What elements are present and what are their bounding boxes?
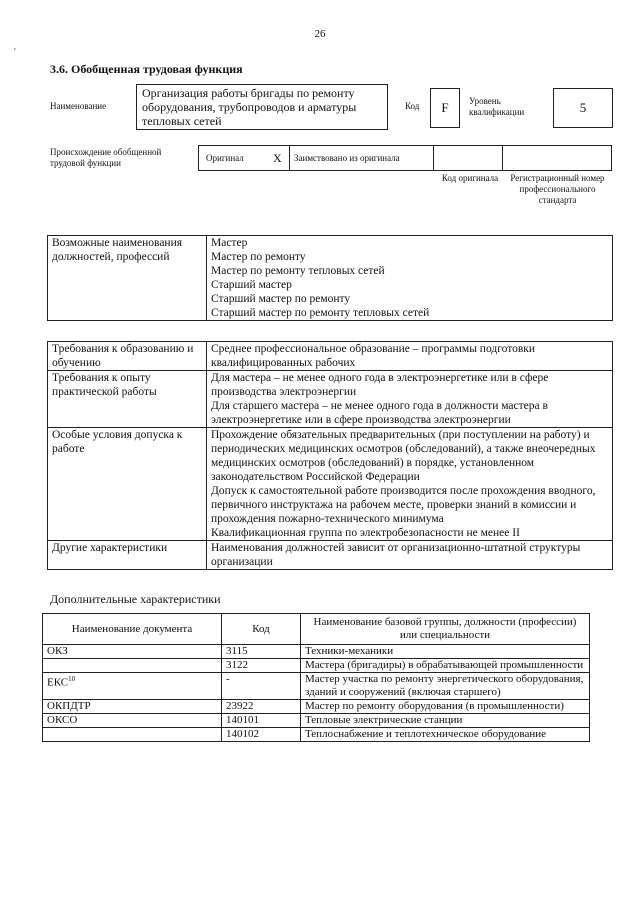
- code-cell: 3122: [222, 659, 301, 673]
- table-row: [43, 659, 590, 673]
- header-document: Наименование документа: [43, 614, 222, 645]
- position-item: Мастер по ремонту тепловых сетей: [211, 265, 385, 277]
- code-cell: 140102: [222, 728, 301, 742]
- code-original-label: Код оригинала: [441, 173, 499, 183]
- section-title: 3.6. Обобщенная трудовая функция: [50, 62, 243, 76]
- group-cell: Техники-механики: [301, 645, 590, 659]
- req-line: Прохождение обязательных предварительных (при поступлении на работу) и периодических медицинских осмотров (обследований), а также внеочередных медицинских осмотров (обследований) в порядке, установленном законодательством Российской Федерации: [211, 429, 596, 483]
- original-label: Оригинал: [206, 153, 244, 163]
- doc-cell: ОКЗ: [43, 645, 222, 659]
- req-label-experience: Требования к опыту практической работы: [48, 371, 207, 428]
- position-item: Мастер: [211, 237, 248, 249]
- reg-number-cell: [502, 145, 612, 171]
- group-cell: Теплоснабжение и теплотехническое оборудование: [301, 728, 590, 742]
- position-item: Старший мастер: [211, 279, 292, 291]
- positions-label: Возможные наименования должностей, профессий: [48, 236, 207, 321]
- page-number: 26: [314, 28, 326, 40]
- req-label-conditions: Особые условия допуска к работе: [48, 428, 207, 541]
- level-label: Уровень квалификации: [469, 96, 525, 117]
- eks-footnote: 10: [68, 675, 76, 683]
- req-value-other: [207, 541, 613, 570]
- code-original-cell: [433, 145, 503, 171]
- origin-label: Происхождение обобщенной трудовой функции: [50, 147, 162, 168]
- req-label-other: Другие характеристики: [48, 541, 207, 570]
- doc-cell: [43, 659, 222, 673]
- req-value-education: [207, 342, 613, 371]
- group-cell: Мастера (бригадиры) в обрабатывающей промышленности: [301, 659, 590, 673]
- req-line: Среднее профессиональное образование – программы подготовки квалифицированных рабочих: [211, 343, 536, 369]
- doc-cell: [43, 728, 222, 742]
- doc-cell: [43, 673, 222, 700]
- margin-mark: ': [14, 47, 16, 58]
- req-value-experience: [207, 371, 613, 428]
- additional-title: Дополнительные характеристики: [50, 592, 221, 606]
- req-line: Для мастера – не менее одного года в электроэнергетике или в сфере производства электроэнергии: [211, 372, 549, 398]
- position-item: Старший мастер по ремонту: [211, 293, 351, 305]
- code-cell: 140101: [222, 714, 301, 728]
- code-value: F: [430, 88, 460, 128]
- req-value-conditions: [207, 428, 613, 541]
- reg-number-label: Регистрационный номер профессионального стандарта: [510, 173, 605, 205]
- positions-list: [207, 236, 613, 321]
- name-label: Наименование: [50, 101, 107, 111]
- original-mark: X: [273, 151, 282, 165]
- code-cell: 23922: [222, 700, 301, 714]
- borrowed-cell: [289, 145, 434, 171]
- positions-table: [47, 235, 613, 321]
- req-line: Наименования должностей зависит от организационно-штатной структуры организации: [211, 542, 581, 568]
- table-row: [43, 645, 590, 659]
- table-row: [43, 728, 590, 742]
- table-row: [43, 673, 590, 700]
- group-cell: Тепловые электрические станции: [301, 714, 590, 728]
- position-item: Мастер по ремонту: [211, 251, 306, 263]
- level-value: 5: [553, 88, 613, 128]
- requirements-table: [47, 341, 613, 570]
- header-code: Код: [222, 614, 301, 645]
- additional-table: [42, 613, 590, 742]
- group-cell: Мастер участка по ремонту энергетического оборудования, зданий и сооружений (включая старшего): [301, 673, 590, 700]
- group-cell: Мастер по ремонту оборудования (в промышленности): [301, 700, 590, 714]
- header-group: Наименование базовой группы, должности (профессии) или специальности: [301, 614, 590, 645]
- req-line: Квалификационная группа по электробезопасности не менее II: [211, 527, 520, 539]
- doc-cell: ОКПДТР: [43, 700, 222, 714]
- req-line: Допуск к самостоятельной работе производится после прохождения вводного, первичного инструктажа на рабочем месте, проверки знаний в комиссии и прохождения пожарно-технического минимума: [211, 485, 596, 525]
- doc-eks: ЕКС: [47, 676, 69, 689]
- position-item: Старший мастер по ремонту тепловых сетей: [211, 307, 430, 319]
- table-row: [43, 700, 590, 714]
- code-cell: 3115: [222, 645, 301, 659]
- code-label: Код: [405, 101, 420, 111]
- code-cell: -: [222, 673, 301, 700]
- borrowed-label: Заимствовано из оригинала: [294, 153, 400, 163]
- req-label-education: Требования к образованию и обучению: [48, 342, 207, 371]
- doc-cell: ОКСО: [43, 714, 222, 728]
- function-name: Организация работы бригады по ремонту оборудования, трубопроводов и арматуры тепловых сетей: [136, 84, 388, 130]
- original-cell: [198, 145, 290, 171]
- req-line: Для старшего мастера – не менее одного года в должности мастера в электроэнергетике или в сфере производства электроэнергии: [211, 400, 548, 426]
- table-row: [43, 714, 590, 728]
